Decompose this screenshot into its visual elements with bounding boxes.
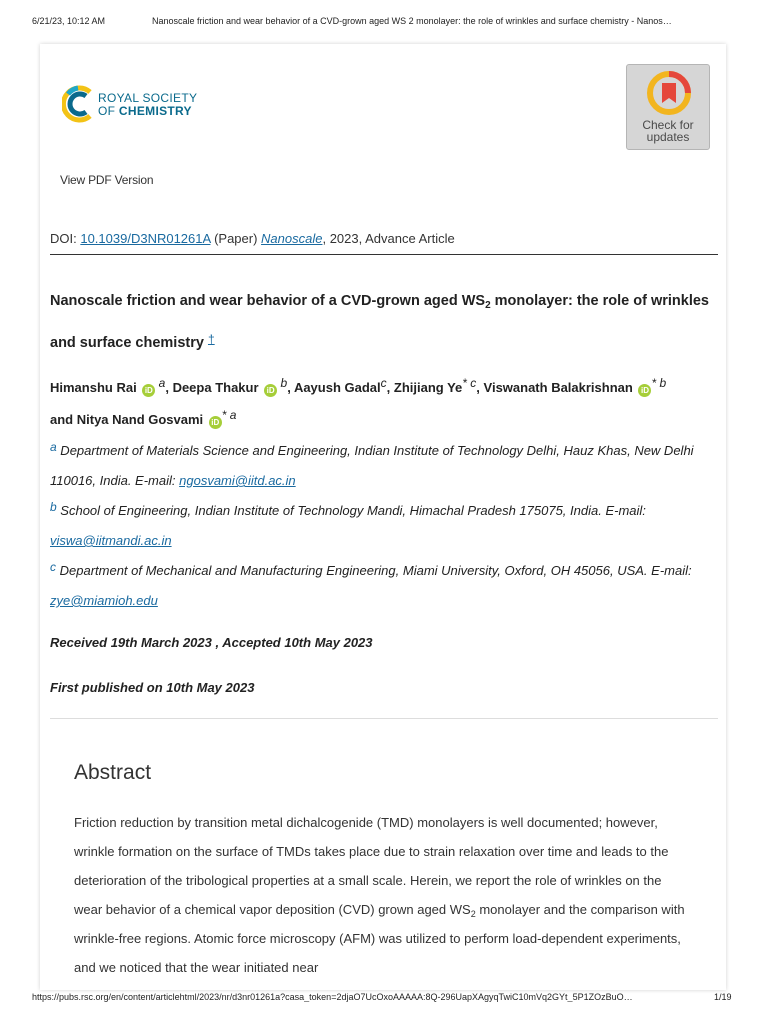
- article-page: [40, 44, 726, 990]
- rsc-logo[interactable]: [62, 82, 212, 126]
- author-name[interactable]: Deepa Thakur: [172, 380, 259, 395]
- author-name[interactable]: Viswanath Balakrishnan: [483, 380, 633, 395]
- author-and: and: [50, 412, 77, 427]
- abstract-heading: Abstract: [74, 761, 152, 784]
- received-accepted-dates: Received 19th March 2023 , Accepted 10th May 2023: [50, 635, 373, 650]
- author-separator: ,: [386, 380, 394, 395]
- author-list: [50, 372, 714, 436]
- author-affiliation-marker: * a: [221, 408, 237, 422]
- author-name[interactable]: Himanshu Rai: [50, 380, 137, 395]
- affiliation-list: [50, 436, 714, 616]
- abstract-body: Friction reduction by transition metal dichalcogenide (TMD) monolayers is well documented; however, wrinkle formation on the surface of TMDs takes place due to strain relaxation over time and leads to the deterioration of the tribological properties at a small scale. Herein, we report the role of wrinkles on the wear behavior of a chemical vapor deposition (CVD) grown aged $WS_2$ monolayer and the comparison with wrinkle-free regions. Atomic force microscopy (AFM) was utilized to perform load-dependent experiments, and we noticed that the wear initiated near: [74, 815, 685, 975]
- journal-link[interactable]: Nanoscale: [261, 231, 323, 246]
- author-name[interactable]: Aayush Gadal: [293, 380, 381, 395]
- print-header: [0, 0, 768, 32]
- affiliation-item: [50, 496, 714, 556]
- check-for-updates-label: Check for updates: [642, 118, 694, 144]
- orcid-icon[interactable]: iD: [264, 384, 277, 397]
- affiliation-email-link[interactable]: zye@miamioh.edu: [50, 593, 158, 608]
- affiliation-label: c: [50, 560, 56, 574]
- publication-info: , 2023, Advance Article: [322, 231, 455, 246]
- doi-label: DOI:: [50, 231, 81, 246]
- affiliation-email-link[interactable]: viswa@iitmandi.ac.in: [50, 533, 172, 548]
- section-divider: [50, 718, 718, 719]
- author-affiliation-marker: b: [277, 376, 288, 390]
- view-pdf-link[interactable]: View PDF Version: [60, 173, 154, 187]
- logo-line-1: ROYAL SOCIETY: [98, 91, 198, 105]
- check-for-updates-icon: [647, 71, 691, 115]
- affiliation-item: [50, 436, 714, 496]
- logo-line-2: OF CHEMISTRY: [98, 104, 192, 118]
- first-published-date: First published on 10th May 2023: [50, 680, 255, 695]
- author-separator: ,: [165, 380, 173, 395]
- affiliation-text: Department of Materials Science and Engineering, Indian Institute of Technology Delhi, Hauz Khas, New Delhi 110016, India. E-mail:: [50, 443, 694, 488]
- affiliation-text: Department of Mechanical and Manufacturing Engineering, Miami University, Oxford, OH 45056, USA. E-mail:: [56, 563, 692, 578]
- affiliation-label: b: [50, 500, 57, 514]
- print-date: 6/21/23, 10:12 AM: [32, 16, 106, 26]
- affiliation-label: a: [50, 440, 57, 454]
- author-affiliation-marker: c: [380, 376, 387, 390]
- affiliation-text: School of Engineering, Indian Institute of Technology Mandi, Himachal Pradesh 175075, India. E-mail:: [56, 503, 646, 518]
- orcid-icon[interactable]: iD: [638, 384, 651, 397]
- print-url: https://pubs.rsc.org/en/content/articlehtml/2023/nr/d3nr01261a?casa_token=2djaO7UcOxoAAAAA:8Q-296UapXAgyqTwiC10mVq2GYt_5P1ZOzBuO…: [32, 992, 633, 1002]
- author-name[interactable]: Zhijiang Ye: [393, 380, 463, 395]
- print-page-title: Nanoscale friction and wear behavior of a CVD-grown aged WS 2 monolayer: the role of wrinkles and surface chemistry - Nanos…: [152, 16, 672, 26]
- author-separator: ,: [287, 380, 294, 395]
- supplementary-footnote-link[interactable]: †: [207, 332, 215, 346]
- author-affiliation-marker: * b: [651, 376, 667, 390]
- check-for-updates-button[interactable]: [626, 64, 710, 150]
- doi-line: [50, 231, 455, 246]
- orcid-icon[interactable]: iD: [142, 384, 155, 397]
- print-footer: [0, 990, 768, 1010]
- author-name[interactable]: Nitya Nand Gosvami: [76, 412, 204, 427]
- affiliation-item: [50, 556, 714, 616]
- article-title: Nanoscale friction and wear behavior of a CVD-grown aged $WS_2$ monolayer: the role of wrinkles and surface chemistry †: [50, 293, 709, 351]
- doi-link[interactable]: 10.1039/D3NR01261A: [80, 231, 211, 246]
- affiliation-email-link[interactable]: ngosvami@iitd.ac.in: [179, 473, 296, 488]
- doi-divider: [50, 254, 718, 255]
- article-type: (Paper): [210, 231, 262, 246]
- rsc-logo-mark-icon: [62, 84, 96, 124]
- author-affiliation-marker: a: [155, 376, 166, 390]
- author-affiliation-marker: * c: [462, 376, 477, 390]
- author-separator: ,: [476, 380, 484, 395]
- orcid-icon[interactable]: iD: [209, 416, 222, 429]
- print-page-number: 1/19: [714, 992, 732, 1002]
